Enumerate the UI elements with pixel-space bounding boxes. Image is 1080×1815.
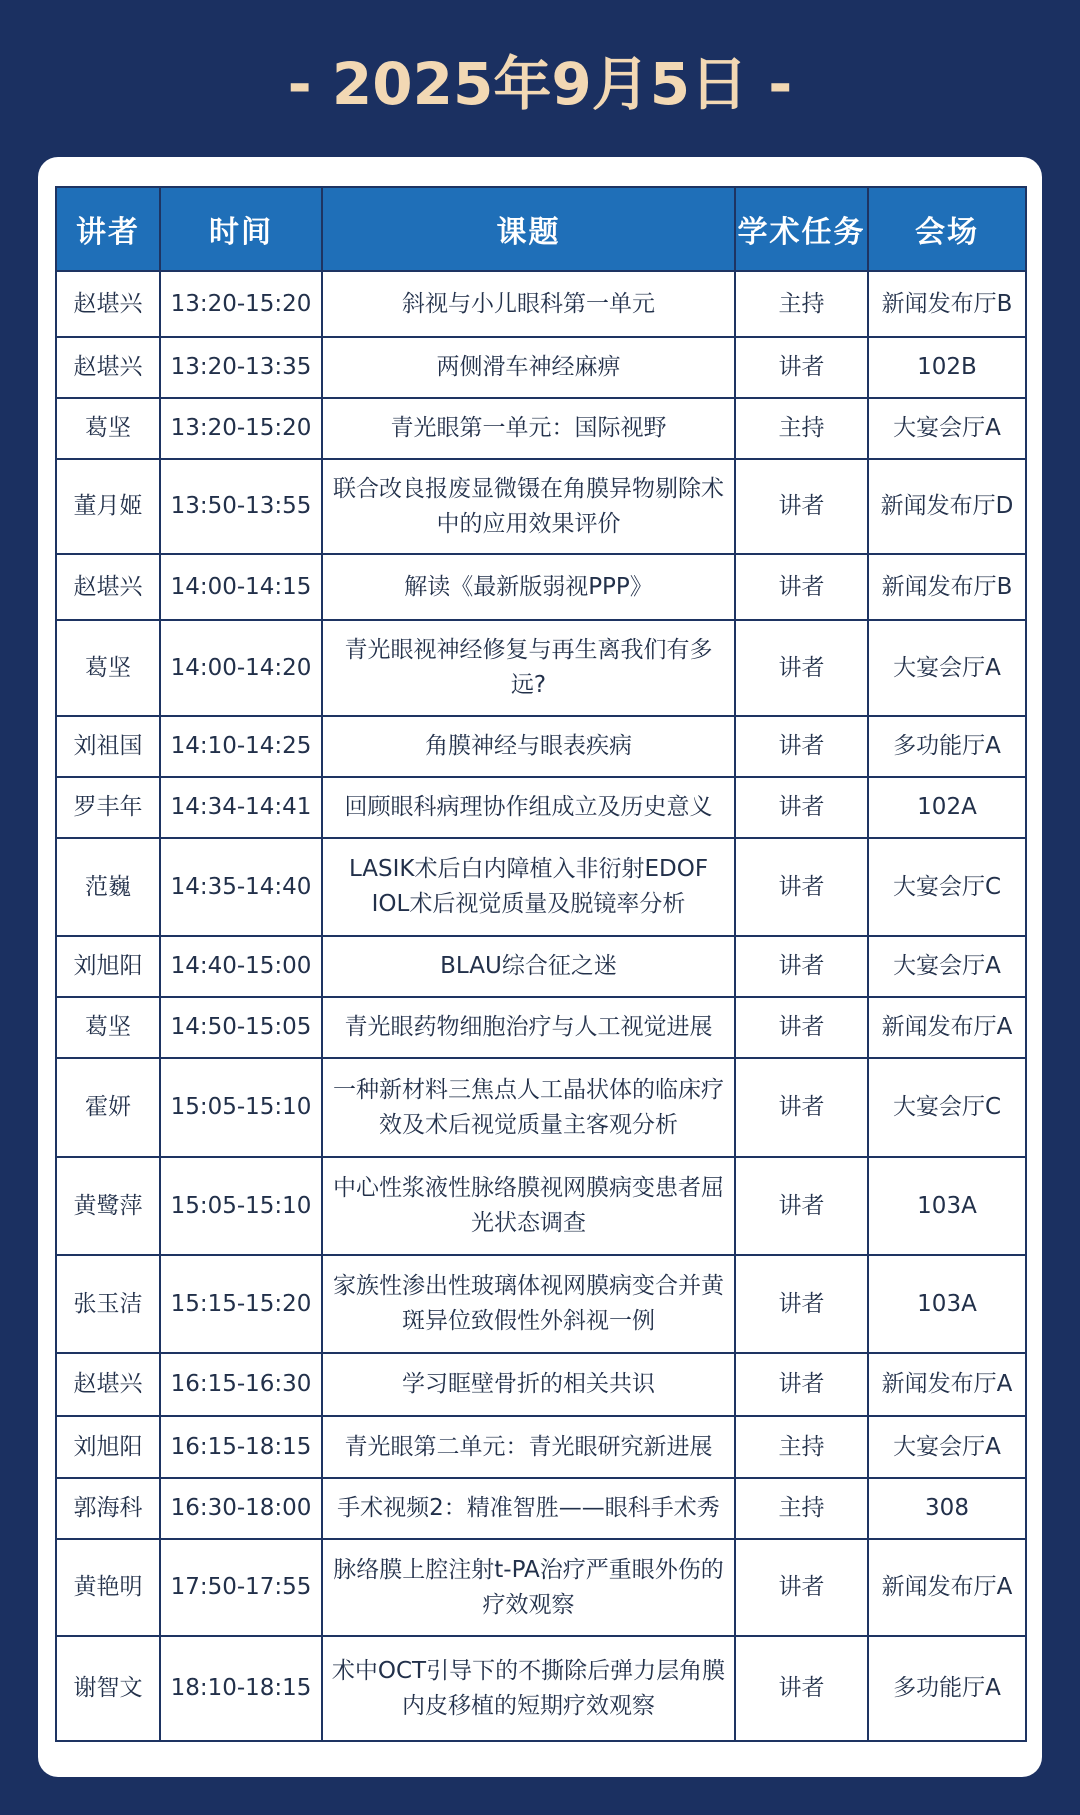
role-cell: 讲者: [735, 337, 868, 398]
topic-cell: 青光眼药物细胞治疗与人工视觉进展: [322, 997, 735, 1058]
table-row: [56, 271, 1026, 337]
venue-cell: 103A: [868, 1157, 1026, 1255]
header-row: [56, 187, 1026, 271]
topic-cell: 青光眼第二单元：青光眼研究新进展: [322, 1416, 735, 1478]
venue-cell: 新闻发布厅B: [868, 271, 1026, 337]
speaker-cell: 谢智文: [56, 1636, 160, 1741]
table-row: [56, 1058, 1026, 1157]
topic-cell: 学习眶壁骨折的相关共识: [322, 1353, 735, 1416]
speaker-cell: 赵堪兴: [56, 554, 160, 620]
time-cell: 14:50-15:05: [160, 997, 322, 1058]
table-row: [56, 716, 1026, 777]
venue-cell: 大宴会厅A: [868, 936, 1026, 997]
time-cell: 13:50-13:55: [160, 459, 322, 554]
table-row: [56, 997, 1026, 1058]
role-cell: 讲者: [735, 838, 868, 936]
speaker-cell: 董月姬: [56, 459, 160, 554]
role-cell: 讲者: [735, 716, 868, 777]
venue-cell: 大宴会厅A: [868, 398, 1026, 459]
table-row: [56, 838, 1026, 936]
time-cell: 15:15-15:20: [160, 1255, 322, 1353]
venue-cell: 新闻发布厅A: [868, 1539, 1026, 1636]
topic-cell: BLAU综合征之迷: [322, 936, 735, 997]
role-cell: 讲者: [735, 936, 868, 997]
venue-cell: 新闻发布厅A: [868, 1353, 1026, 1416]
speaker-cell: 黄艳明: [56, 1539, 160, 1636]
topic-cell: 回顾眼科病理协作组成立及历史意义: [322, 777, 735, 838]
time-cell: 15:05-15:10: [160, 1157, 322, 1255]
time-cell: 15:05-15:10: [160, 1058, 322, 1157]
table-row: [56, 1157, 1026, 1255]
topic-cell: 联合改良报废显微镊在角膜异物剔除术中的应用效果评价: [322, 459, 735, 554]
time-cell: 14:40-15:00: [160, 936, 322, 997]
table-row: [56, 337, 1026, 398]
table-row: [56, 1255, 1026, 1353]
topic-cell: 斜视与小儿眼科第一单元: [322, 271, 735, 337]
role-cell: 讲者: [735, 997, 868, 1058]
topic-cell: 两侧滑车神经麻痹: [322, 337, 735, 398]
table-row: [56, 620, 1026, 716]
time-cell: 17:50-17:55: [160, 1539, 322, 1636]
venue-cell: 新闻发布厅B: [868, 554, 1026, 620]
speaker-cell: 赵堪兴: [56, 337, 160, 398]
table-row: [56, 936, 1026, 997]
time-cell: 16:30-18:00: [160, 1478, 322, 1539]
speaker-cell: 黄鹭萍: [56, 1157, 160, 1255]
role-cell: 主持: [735, 1416, 868, 1478]
role-cell: 讲者: [735, 1157, 868, 1255]
topic-cell: 脉络膜上腔注射t-PA治疗严重眼外伤的疗效观察: [322, 1539, 735, 1636]
topic-cell: 角膜神经与眼表疾病: [322, 716, 735, 777]
role-cell: 讲者: [735, 620, 868, 716]
role-cell: 主持: [735, 1478, 868, 1539]
table-row: [56, 554, 1026, 620]
header-speaker: 讲者: [56, 187, 160, 271]
table-row: [56, 398, 1026, 459]
speaker-cell: 葛坚: [56, 997, 160, 1058]
topic-cell: 手术视频2：精准智胜——眼科手术秀: [322, 1478, 735, 1539]
role-cell: 主持: [735, 398, 868, 459]
time-cell: 14:00-14:15: [160, 554, 322, 620]
table-row: [56, 777, 1026, 838]
speaker-cell: 刘旭阳: [56, 936, 160, 997]
venue-cell: 102B: [868, 337, 1026, 398]
speaker-cell: 张玉洁: [56, 1255, 160, 1353]
page-title: - 2025年9月5日 -: [287, 50, 793, 118]
topic-cell: 一种新材料三焦点人工晶状体的临床疗效及术后视觉质量主客观分析: [322, 1058, 735, 1157]
speaker-cell: 范巍: [56, 838, 160, 936]
speaker-cell: 郭海科: [56, 1478, 160, 1539]
venue-cell: 新闻发布厅D: [868, 459, 1026, 554]
time-cell: 18:10-18:15: [160, 1636, 322, 1741]
venue-cell: 大宴会厅C: [868, 838, 1026, 936]
table-row: [56, 1416, 1026, 1478]
role-cell: 讲者: [735, 1636, 868, 1741]
topic-cell: 青光眼视神经修复与再生离我们有多远?: [322, 620, 735, 716]
time-cell: 14:34-14:41: [160, 777, 322, 838]
header-venue: 会场: [868, 187, 1026, 271]
venue-cell: 103A: [868, 1255, 1026, 1353]
time-cell: 13:20-15:20: [160, 398, 322, 459]
time-cell: 14:00-14:20: [160, 620, 322, 716]
header-role: 学术任务: [735, 187, 868, 271]
schedule-table: [55, 186, 1027, 1742]
venue-cell: 大宴会厅A: [868, 620, 1026, 716]
header-time: 时间: [160, 187, 322, 271]
time-cell: 13:20-13:35: [160, 337, 322, 398]
time-cell: 13:20-15:20: [160, 271, 322, 337]
table-row: [56, 1478, 1026, 1539]
role-cell: 讲者: [735, 459, 868, 554]
topic-cell: 解读《最新版弱视PPP》: [322, 554, 735, 620]
header-topic: 课题: [322, 187, 735, 271]
venue-cell: 新闻发布厅A: [868, 997, 1026, 1058]
table-row: [56, 459, 1026, 554]
table-row: [56, 1353, 1026, 1416]
table-row: [56, 1539, 1026, 1636]
role-cell: 讲者: [735, 777, 868, 838]
speaker-cell: 葛坚: [56, 398, 160, 459]
speaker-cell: 罗丰年: [56, 777, 160, 838]
speaker-cell: 赵堪兴: [56, 1353, 160, 1416]
role-cell: 讲者: [735, 554, 868, 620]
venue-cell: 102A: [868, 777, 1026, 838]
venue-cell: 308: [868, 1478, 1026, 1539]
topic-cell: 青光眼第一单元：国际视野: [322, 398, 735, 459]
venue-cell: 多功能厅A: [868, 1636, 1026, 1741]
speaker-cell: 霍妍: [56, 1058, 160, 1157]
speaker-cell: 刘旭阳: [56, 1416, 160, 1478]
time-cell: 16:15-18:15: [160, 1416, 322, 1478]
role-cell: 讲者: [735, 1353, 868, 1416]
topic-cell: 家族性渗出性玻璃体视网膜病变合并黄斑异位致假性外斜视一例: [322, 1255, 735, 1353]
role-cell: 讲者: [735, 1539, 868, 1636]
venue-cell: 多功能厅A: [868, 716, 1026, 777]
topic-cell: 术中OCT引导下的不撕除后弹力层角膜内皮移植的短期疗效观察: [322, 1636, 735, 1741]
table-row: [56, 1636, 1026, 1741]
speaker-cell: 刘祖国: [56, 716, 160, 777]
role-cell: 主持: [735, 271, 868, 337]
role-cell: 讲者: [735, 1255, 868, 1353]
venue-cell: 大宴会厅C: [868, 1058, 1026, 1157]
speaker-cell: 赵堪兴: [56, 271, 160, 337]
venue-cell: 大宴会厅A: [868, 1416, 1026, 1478]
time-cell: 16:15-16:30: [160, 1353, 322, 1416]
topic-cell: LASIK术后白内障植入非衍射EDOF IOL术后视觉质量及脱镜率分析: [322, 838, 735, 936]
time-cell: 14:35-14:40: [160, 838, 322, 936]
time-cell: 14:10-14:25: [160, 716, 322, 777]
role-cell: 讲者: [735, 1058, 868, 1157]
speaker-cell: 葛坚: [56, 620, 160, 716]
topic-cell: 中心性浆液性脉络膜视网膜病变患者屈光状态调查: [322, 1157, 735, 1255]
